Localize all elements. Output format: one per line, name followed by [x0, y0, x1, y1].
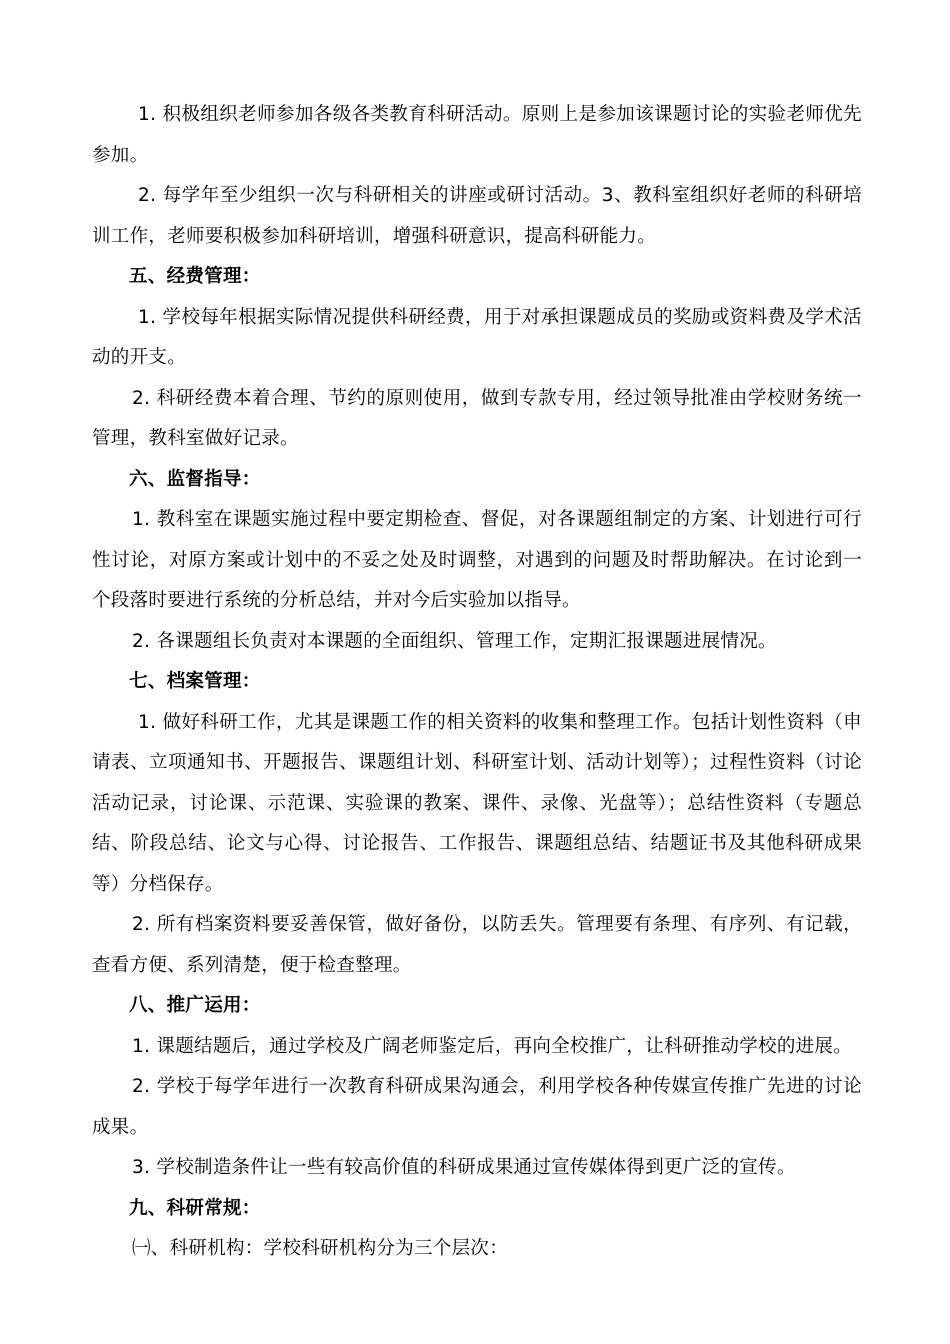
- document-body: [92, 95, 862, 1270]
- paragraph-funding-provision: 1. 学校每年根据实际情况提供科研经费，用于对承担课题成员的奖励或资料费及学术活动的开支。: [92, 306, 862, 368]
- paragraph-promotion-media: 3. 学校制造条件让一些有较高价值的科研成果通过宣传媒体得到更广泛的宣传。: [132, 1157, 796, 1178]
- paragraph-archive-storage: 2. 所有档案资料要妥善保管，做好备份，以防丢失。管理要有条理、有序列、有记载，查看方便、系列清楚，便于检查整理。: [92, 914, 862, 976]
- paragraph-promotion-after-completion: 1. 课题结题后，通过学校及广阔老师鉴定后，再向全校推广，让科研推动学校的进展。: [132, 1035, 853, 1057]
- paragraph-group-leader-duties: 2. 各课题组长负责对本课题的全面组织、管理工作，定期汇报课题进展情况。: [132, 630, 777, 652]
- paragraph-promotion-exchange-meeting: 2. 学校于每学年进行一次教育科研成果沟通会，利用学校各种传媒宣传推广先进的讨论成果。: [92, 1076, 862, 1138]
- paragraph-research-activities: 1. 积极组织老师参加各级各类教育科研活动。原则上是参加该课题讨论的实验老师优先参加。: [92, 104, 862, 166]
- heading-promotion-application: 八、推广运用：: [129, 995, 261, 1016]
- paragraph-funding-usage: 2. 科研经费本着合理、节约的原则使用，做到专款专用，经过领导批准由学校财务统一管理，教科室做好记录。: [92, 387, 862, 449]
- paragraph-lectures-training: 2. 每学年至少组织一次与科研相关的讲座或研讨活动。3、教科室组织好老师的科研培训工作，老师要积极参加科研培训，增强科研意识，提高科研能力。: [92, 185, 862, 247]
- heading-archive-management: 七、档案管理：: [129, 671, 261, 692]
- heading-supervision-guidance: 六、监督指导：: [129, 468, 261, 490]
- paragraph-archive-collection: 1. 做好科研工作，尤其是课题工作的相关资料的收集和整理工作。包括计划性资料（申请表、立项通知书、开题报告、课题组计划、科研室计划、活动计划等）；过程性资料（讨论活动记录，讨论课、示范课、实验课的教案、课件、录像、光盘等）；总结性资料（专题总结、阶段总结、论文与心得、讨论报告、工作报告、课题组总结、结题证书及其他科研成果等）分档保存。: [92, 711, 862, 895]
- paragraph-research-organization: ㈠、科研机构：学校科研机构分为三个层次：: [132, 1238, 509, 1259]
- heading-funding-management: 五、经费管理：: [129, 266, 261, 287]
- paragraph-supervision-checks: 1. 教科室在课题实施过程中要定期检查、督促，对各课题组制定的方案、计划进行可行性讨论，对原方案或计划中的不妥之处及时调整，对遇到的问题及时帮助解决。在讨论到一个段落时要进行系统的分析总结，并对今后实验加以指导。: [92, 509, 862, 611]
- heading-research-routine: 九、科研常规：: [129, 1197, 261, 1219]
